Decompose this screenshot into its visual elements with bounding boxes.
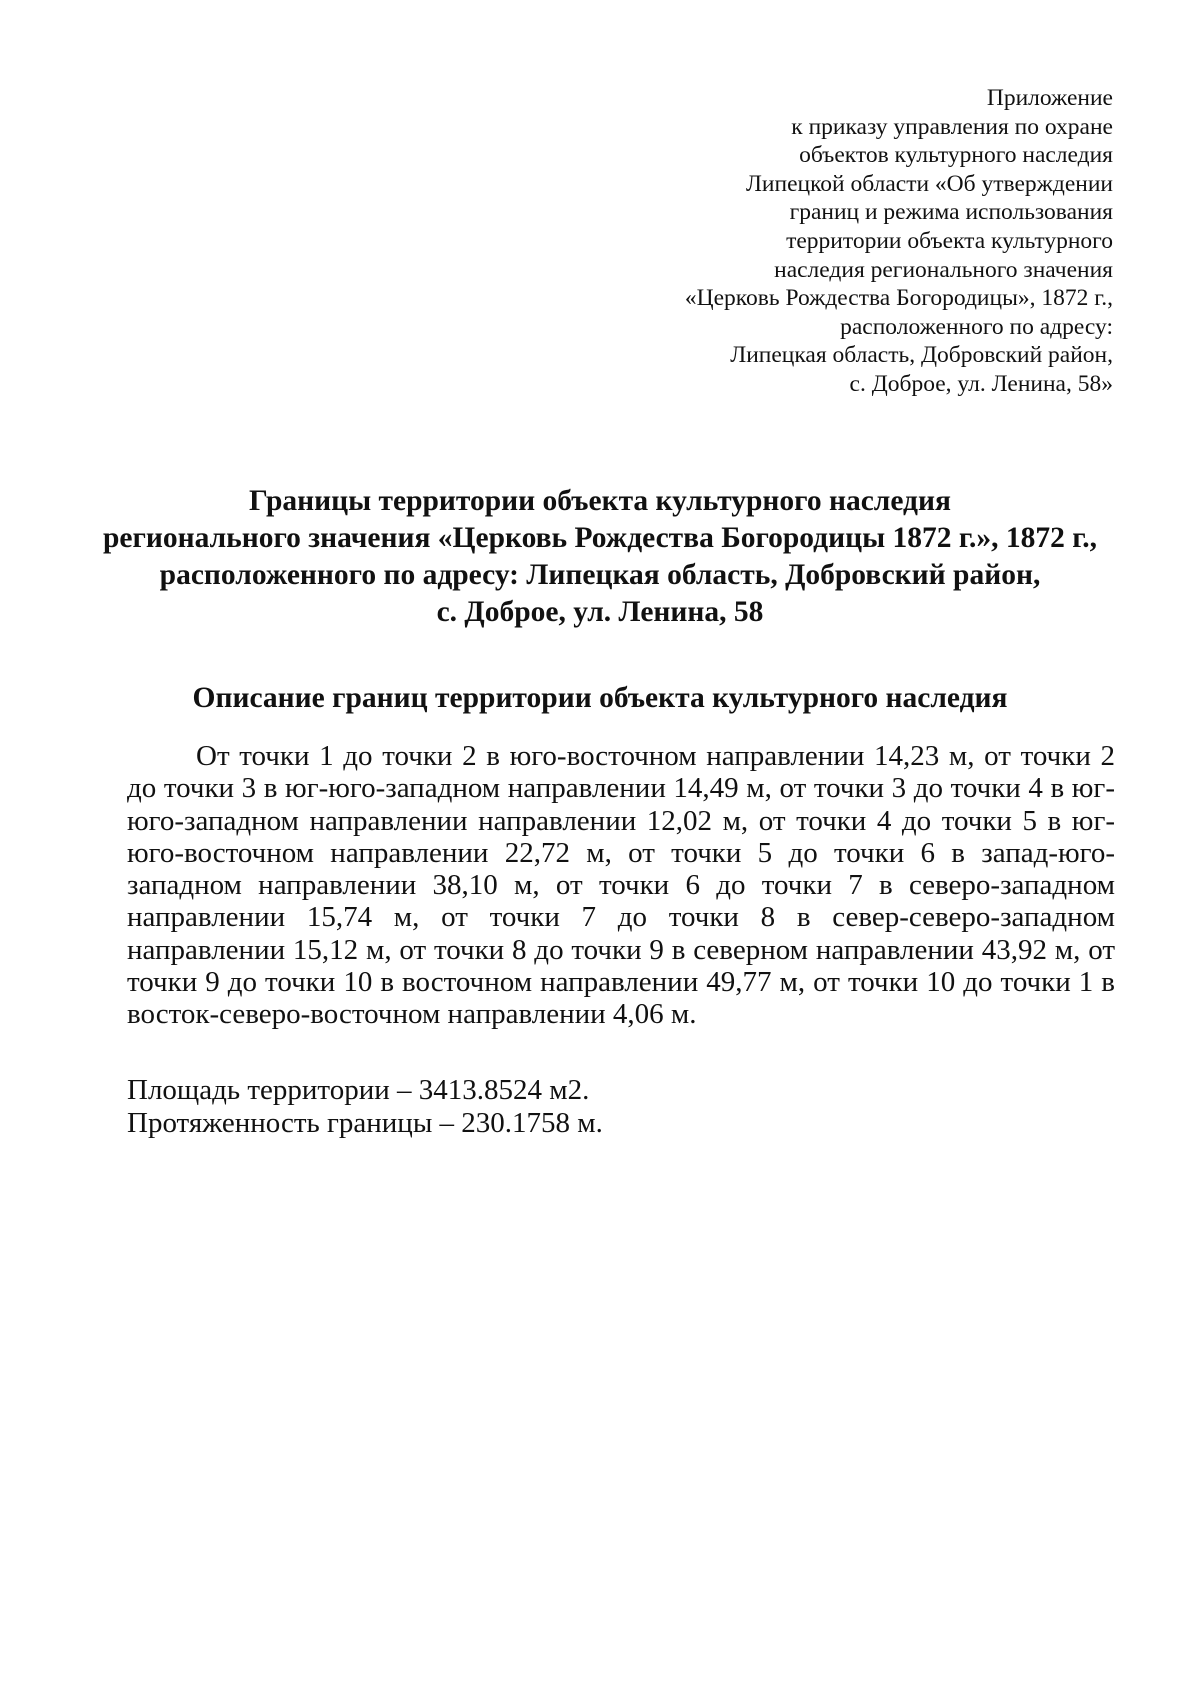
title-line: расположенного по адресу: Липецкая область, Добровский район, [159, 559, 1041, 591]
appendix-line: к приказу управления по охране [791, 113, 1113, 140]
title-line: регионального значения «Церковь Рождества Богородицы 1872 г.», 1872 г., [102, 522, 1098, 554]
appendix-line: объектов культурного наследия [799, 142, 1113, 169]
appendix-line: Липецкая область, Добровский район, [730, 342, 1113, 369]
appendix-line: границ и режима использования [789, 199, 1113, 226]
appendix-line: территории объекта культурного [786, 227, 1113, 254]
appendix-line: наследия регионального значения [774, 256, 1113, 283]
boundary-description: От точки 1 до точки 2 в юго-восточном направлении 14,23 м, от точки 2 до точки 3 в юг-юго-западном направлении 14,49 м, от точки 3 до точки 4 в юг-юго-западном направлении направлении 12,02 м, от точки 4 до точки 5 в юг-юго-восточном направлении 22,72 м, от точки 5 до точки 6 в запад-юго-западном направлении 38,10 м, от точки 6 до точки 7 в северо-западном направлении 15,74 м, от точки 7 до точки 8 в север-северо-западном направлении 15,12 м, от точки 8 до точки 9 в северном направлении 43,92 м, от точки 9 до точки 10 в восточном направлении 49,77 м, от точки 10 до точки 1 в восток-северо-восточном направлении 4,06 м. [127, 740, 1115, 1031]
appendix-line: расположенного по адресу: [840, 313, 1113, 340]
document-title [60, 483, 1140, 631]
appendix-header [473, 84, 1113, 399]
territory-stats [127, 1074, 1027, 1139]
appendix-line: с. Доброе, ул. Ленина, 58» [849, 370, 1113, 397]
title-line: с. Доброе, ул. Ленина, 58 [436, 596, 764, 628]
title-line: Границы территории объекта культурного наследия [249, 485, 951, 517]
section-heading: Описание границ территории объекта культурного наследия [192, 682, 1008, 714]
territory-area: Площадь территории – 3413.8524 м2. [127, 1074, 590, 1106]
appendix-line: Липецкой области «Об утверждении [745, 170, 1113, 197]
boundary-length: Протяженность границы – 230.1758 м. [127, 1106, 603, 1139]
appendix-line: «Церковь Рождества Богородицы», 1872 г., [684, 285, 1113, 312]
appendix-line: Приложение [986, 85, 1113, 111]
